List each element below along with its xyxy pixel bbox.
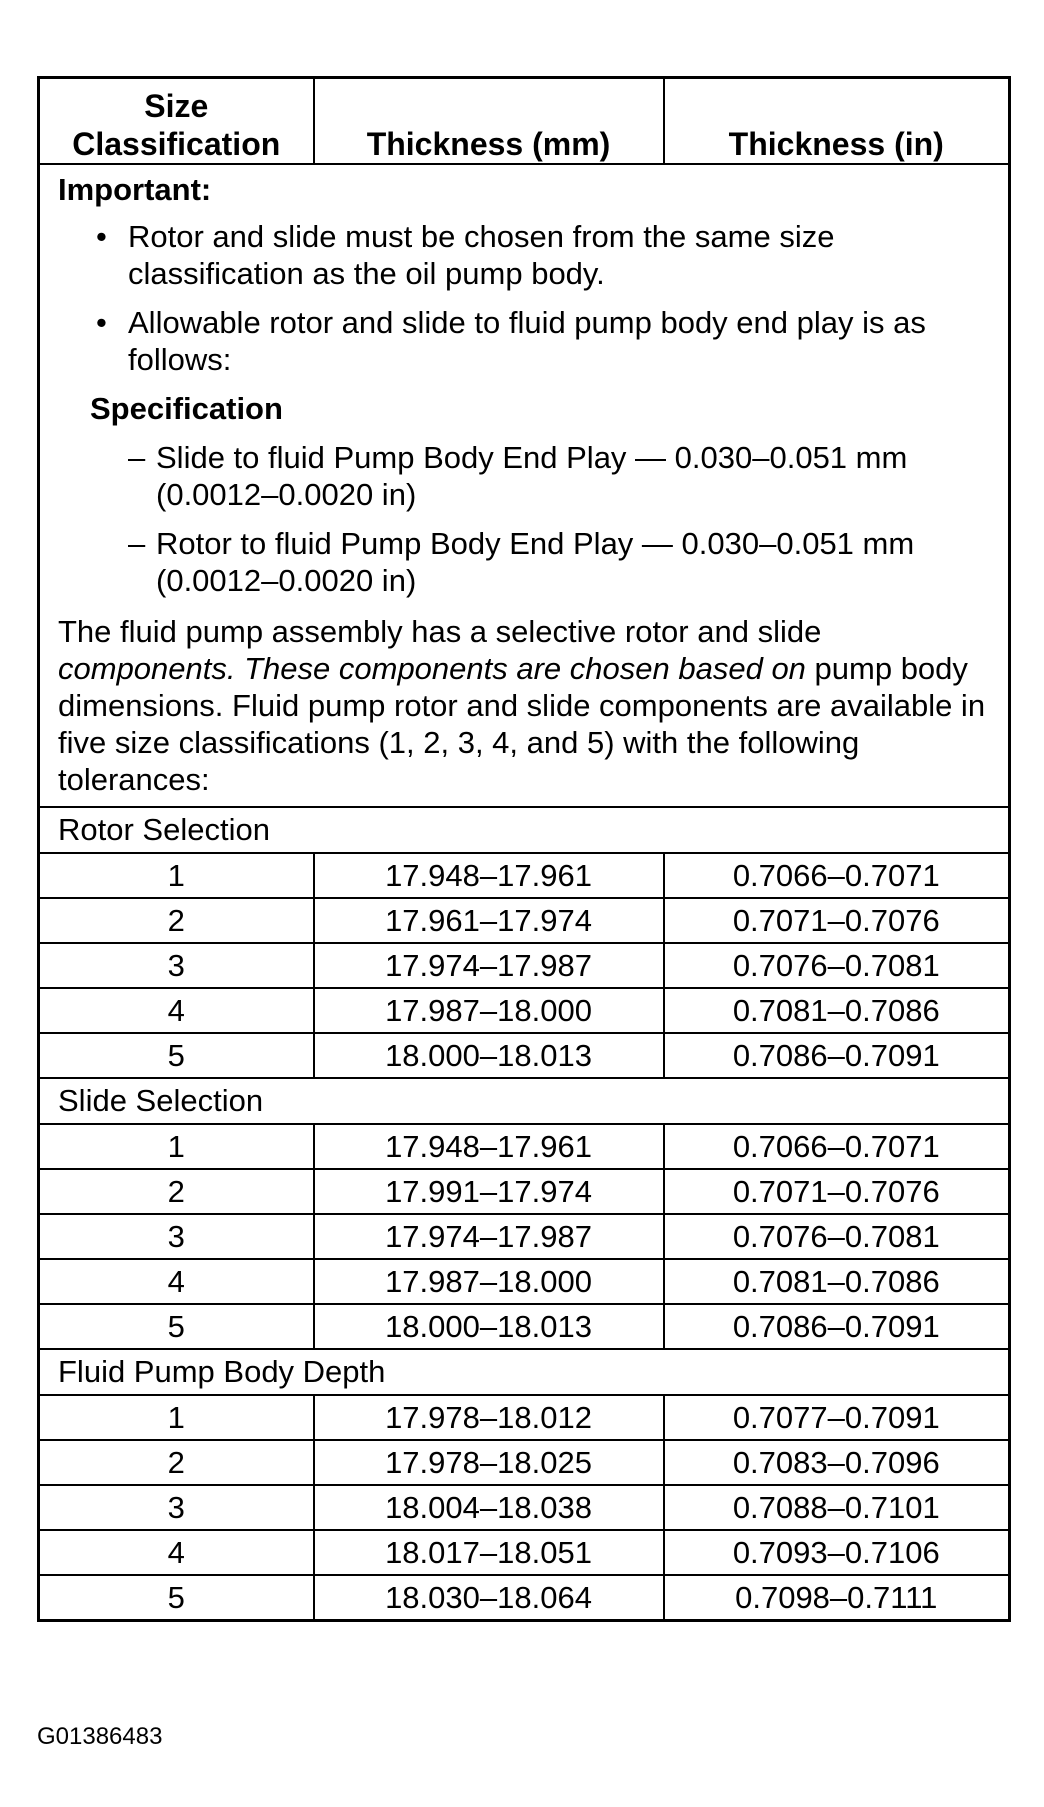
in-cell: 0.7066–0.7071 [664,1124,1010,1169]
size-cell: 4 [39,1530,314,1575]
mm-cell: 17.987–18.000 [314,1259,664,1304]
dash-icon: – [128,526,146,561]
bullet-icon: • [96,219,107,254]
mm-cell: 17.948–17.961 [314,853,664,898]
table-row [39,1395,1010,1440]
section-title: Rotor Selection [39,807,1010,853]
section-title: Fluid Pump Body Depth [39,1349,1010,1395]
in-cell: 0.7086–0.7091 [664,1033,1010,1078]
mm-cell: 17.987–18.000 [314,988,664,1033]
paragraph-text-1: The fluid pump assembly has a selective rotor and slide [58,614,822,649]
table-row [39,943,1010,988]
mm-cell: 17.978–18.025 [314,1440,664,1485]
figure-id-label: G01386483 [37,1723,163,1750]
size-cell: 3 [39,943,314,988]
size-cell: 1 [39,853,314,898]
dash-icon: – [128,440,146,475]
table-row [39,1440,1010,1485]
table-row [39,1259,1010,1304]
spec-item [128,439,994,513]
size-cell: 3 [39,1214,314,1259]
table-row [39,898,1010,943]
specification-list [58,439,994,599]
size-cell: 2 [39,1169,314,1214]
mm-cell: 18.030–18.064 [314,1575,664,1621]
in-cell: 0.7071–0.7076 [664,1169,1010,1214]
notes-row [39,164,1010,807]
size-cell: 4 [39,988,314,1033]
specification-label: Specification [90,391,283,426]
mm-cell: 17.974–17.987 [314,1214,664,1259]
in-cell: 0.7083–0.7096 [664,1440,1010,1485]
in-cell: 0.7081–0.7086 [664,988,1010,1033]
table-row [39,1033,1010,1078]
table-row [39,1485,1010,1530]
in-cell: 0.7066–0.7071 [664,853,1010,898]
important-label: Important: [58,172,212,207]
header-thickness-in: Thickness (in) [664,78,1010,165]
section-row-rotor [39,807,1010,853]
mm-cell: 17.978–18.012 [314,1395,664,1440]
header-size-line2: Classification [72,126,281,162]
bullet-text: Allowable rotor and slide to fluid pump body end play is as follows: [128,305,926,377]
important-bullet-list [58,218,994,378]
in-cell: 0.7081–0.7086 [664,1259,1010,1304]
size-cell: 5 [39,1304,314,1349]
spec-text: Rotor to fluid Pump Body End Play — 0.030–0.051 mm (0.0012–0.0020 in) [156,526,915,598]
table-row [39,1124,1010,1169]
bullet-icon: • [96,305,107,340]
spec-text: Slide to fluid Pump Body End Play — 0.030–0.051 mm (0.0012–0.0020 in) [156,440,908,512]
bullet-item [96,304,994,378]
mm-cell: 17.974–17.987 [314,943,664,988]
in-cell: 0.7077–0.7091 [664,1395,1010,1440]
size-cell: 3 [39,1485,314,1530]
size-cell: 5 [39,1575,314,1621]
header-row [39,78,1010,165]
in-cell: 0.7093–0.7106 [664,1530,1010,1575]
size-cell: 2 [39,898,314,943]
bullet-text: Rotor and slide must be chosen from the same size classification as the oil pump body. [128,219,835,291]
spec-item [128,525,994,599]
bullet-item [96,218,994,292]
size-cell: 4 [39,1259,314,1304]
table-row [39,988,1010,1033]
table-row [39,1304,1010,1349]
header-size-line1: Size [144,88,209,124]
paragraph-italic: components. These components are chosen based on [58,651,806,686]
mm-cell: 17.991–17.974 [314,1169,664,1214]
in-cell: 0.7071–0.7076 [664,898,1010,943]
in-cell: 0.7088–0.7101 [664,1485,1010,1530]
in-cell: 0.7076–0.7081 [664,943,1010,988]
mm-cell: 18.017–18.051 [314,1530,664,1575]
mm-cell: 17.961–17.974 [314,898,664,943]
in-cell: 0.7098–0.7111 [664,1575,1010,1621]
size-cell: 1 [39,1124,314,1169]
mm-cell: 18.004–18.038 [314,1485,664,1530]
in-cell: 0.7076–0.7081 [664,1214,1010,1259]
description-paragraph [58,613,994,798]
mm-cell: 17.948–17.961 [314,1124,664,1169]
in-cell: 0.7086–0.7091 [664,1304,1010,1349]
header-size-classification [39,78,314,165]
table-row [39,1530,1010,1575]
header-thickness-mm: Thickness (mm) [314,78,664,165]
section-title: Slide Selection [39,1078,1010,1124]
mm-cell: 18.000–18.013 [314,1033,664,1078]
paragraph-text-2: pump body dimensions. Fluid pump rotor and slide components are available in five size classifications (1, 2, 3, 4, and 5) with the following tolerances: [58,651,986,797]
table-row [39,1169,1010,1214]
table-row [39,853,1010,898]
size-cell: 5 [39,1033,314,1078]
notes-cell [39,164,1010,807]
section-row-slide [39,1078,1010,1124]
table-row [39,1575,1010,1621]
section-row-body-depth [39,1349,1010,1395]
size-cell: 1 [39,1395,314,1440]
table-row [39,1214,1010,1259]
size-cell: 2 [39,1440,314,1485]
mm-cell: 18.000–18.013 [314,1304,664,1349]
specification-table [37,76,1011,1622]
